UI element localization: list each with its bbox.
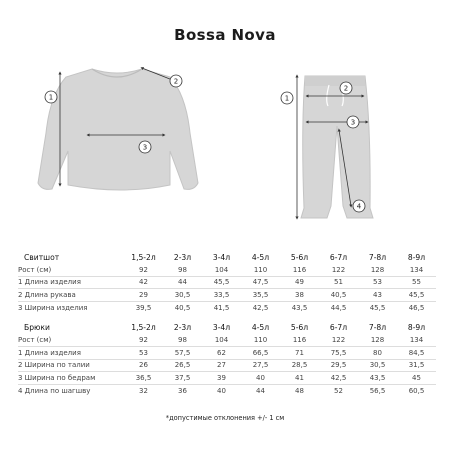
table-row bbox=[18, 264, 436, 276]
table-cell: 134 bbox=[397, 334, 436, 346]
table-cell: 51 bbox=[319, 276, 358, 289]
svg-text:4: 4 bbox=[356, 202, 362, 211]
size-tables bbox=[18, 250, 436, 396]
table-cell: 45,5 bbox=[397, 289, 436, 302]
table-cell: 29,5 bbox=[319, 359, 358, 372]
table-cell: 53 bbox=[358, 276, 397, 289]
column-header: 4-5л bbox=[251, 252, 270, 262]
table-cell: 33,5 bbox=[202, 289, 241, 302]
table-cell: 42,5 bbox=[319, 372, 358, 385]
sweatshirt-shape bbox=[38, 69, 198, 190]
table-cell: 44 bbox=[163, 276, 202, 289]
pants-waistband bbox=[305, 76, 365, 86]
table-cell: 45,5 bbox=[369, 303, 386, 312]
table-cell: 56,5 bbox=[369, 386, 386, 395]
row-label: Рост (см) bbox=[18, 334, 124, 346]
table-cell: 49 bbox=[280, 276, 319, 289]
table-cell: 41,5 bbox=[213, 303, 230, 312]
table-cell: 36 bbox=[178, 386, 187, 395]
table-cell: 134 bbox=[397, 264, 436, 276]
tolerance-note: *допустимые отклонения +/- 1 см bbox=[165, 414, 285, 422]
table-cell: 40 bbox=[217, 386, 226, 395]
table-cell: 32 bbox=[139, 386, 148, 395]
column-header: 2-3л bbox=[173, 252, 192, 262]
sweatshirt-marker-1 bbox=[45, 91, 57, 103]
table-row bbox=[18, 346, 436, 359]
table-cell: 28,5 bbox=[280, 359, 319, 372]
svg-text:3: 3 bbox=[142, 143, 148, 152]
table-cell: 116 bbox=[280, 334, 319, 346]
table-cell: 27,5 bbox=[241, 359, 280, 372]
table-cell: 44 bbox=[256, 386, 265, 395]
pants-illustration bbox=[275, 68, 395, 233]
table-cell: 42,5 bbox=[252, 303, 269, 312]
sweatshirt-size-table bbox=[18, 250, 436, 313]
table-cell: 38 bbox=[280, 289, 319, 302]
table-cell: 55 bbox=[397, 276, 436, 289]
column-header: 6-7л bbox=[329, 322, 348, 332]
table-cell: 45 bbox=[397, 372, 436, 385]
table-cell: 41 bbox=[280, 372, 319, 385]
svg-text:2: 2 bbox=[173, 77, 179, 86]
brand-title: Bossa Nova bbox=[174, 26, 276, 44]
sweatshirt-table-title: Свитшот bbox=[24, 252, 60, 262]
column-header: 1,5-2л bbox=[131, 252, 156, 262]
table-row bbox=[18, 289, 436, 302]
table-cell: 40 bbox=[241, 372, 280, 385]
table-cell: 122 bbox=[319, 334, 358, 346]
table-cell: 46,5 bbox=[408, 303, 425, 312]
table-cell: 26 bbox=[124, 359, 163, 372]
row-label: 2 Ширина по талии bbox=[18, 359, 124, 372]
table-cell: 31,5 bbox=[397, 359, 436, 372]
table-cell: 36,5 bbox=[124, 372, 163, 385]
svg-text:1: 1 bbox=[48, 93, 54, 102]
table-cell: 53 bbox=[124, 346, 163, 359]
column-header: 3-4л bbox=[212, 252, 231, 262]
row-label: 3 Ширина изделия bbox=[18, 303, 88, 312]
column-header: 7-8л bbox=[368, 252, 387, 262]
table-cell: 26,5 bbox=[163, 359, 202, 372]
row-label: 4 Длина по шагшву bbox=[18, 386, 91, 395]
sweatshirt-illustration bbox=[30, 55, 200, 205]
column-header: 8-9л bbox=[407, 252, 426, 262]
column-header: 8-9л bbox=[407, 322, 426, 332]
table-row bbox=[18, 372, 436, 385]
table-cell: 30,5 bbox=[358, 359, 397, 372]
table-cell: 71 bbox=[280, 346, 319, 359]
column-header: 2-3л bbox=[173, 322, 192, 332]
table-cell: 47,5 bbox=[241, 276, 280, 289]
table-cell: 48 bbox=[295, 386, 304, 395]
table-cell: 128 bbox=[358, 264, 397, 276]
table-cell: 110 bbox=[241, 264, 280, 276]
table-row bbox=[18, 301, 436, 313]
pants-marker-3 bbox=[347, 116, 359, 128]
svg-text:2: 2 bbox=[343, 84, 349, 93]
column-header: 6-7л bbox=[329, 252, 348, 262]
pants-marker-4 bbox=[353, 200, 365, 212]
table-cell: 40,5 bbox=[319, 289, 358, 302]
table-cell: 42 bbox=[124, 276, 163, 289]
table-cell: 66,5 bbox=[241, 346, 280, 359]
sweatshirt-marker-3 bbox=[139, 141, 151, 153]
table-cell: 122 bbox=[319, 264, 358, 276]
table-cell: 44,5 bbox=[330, 303, 347, 312]
table-row bbox=[18, 359, 436, 372]
table-cell: 27 bbox=[202, 359, 241, 372]
table-cell: 110 bbox=[241, 334, 280, 346]
svg-text:1: 1 bbox=[284, 94, 290, 103]
table-row bbox=[18, 276, 436, 289]
row-label: 1 Длина изделия bbox=[18, 346, 124, 359]
table-cell: 62 bbox=[202, 346, 241, 359]
pants-table-title: Брюки bbox=[24, 322, 50, 332]
table-cell: 39,5 bbox=[135, 303, 152, 312]
table-cell: 80 bbox=[358, 346, 397, 359]
table-cell: 57,5 bbox=[163, 346, 202, 359]
column-header: 7-8л bbox=[368, 322, 387, 332]
table-cell: 116 bbox=[280, 264, 319, 276]
pants-table-header bbox=[18, 320, 436, 334]
table-cell: 52 bbox=[334, 386, 343, 395]
table-cell: 29 bbox=[124, 289, 163, 302]
pants-marker-1 bbox=[281, 92, 293, 104]
table-cell: 45,5 bbox=[202, 276, 241, 289]
column-header: 5-6л bbox=[290, 322, 309, 332]
column-header: 3-4л bbox=[212, 322, 231, 332]
table-cell: 84,5 bbox=[397, 346, 436, 359]
table-row bbox=[18, 334, 436, 346]
table-cell: 37,5 bbox=[163, 372, 202, 385]
table-cell: 75,5 bbox=[319, 346, 358, 359]
pants-marker-2 bbox=[340, 82, 352, 94]
column-header: 1,5-2л bbox=[131, 322, 156, 332]
column-header: 4-5л bbox=[251, 322, 270, 332]
table-cell: 43,5 bbox=[291, 303, 308, 312]
table-cell: 98 bbox=[163, 264, 202, 276]
sweatshirt-table-header bbox=[18, 250, 436, 264]
table-cell: 98 bbox=[163, 334, 202, 346]
row-label: Рост (см) bbox=[18, 264, 124, 276]
table-cell: 39 bbox=[202, 372, 241, 385]
table-cell: 43 bbox=[358, 289, 397, 302]
column-header: 5-6л bbox=[290, 252, 309, 262]
table-cell: 92 bbox=[124, 264, 163, 276]
pants-shape bbox=[301, 76, 373, 218]
pants-size-table bbox=[18, 320, 436, 396]
svg-text:3: 3 bbox=[350, 118, 356, 127]
table-cell: 128 bbox=[358, 334, 397, 346]
table-cell: 92 bbox=[124, 334, 163, 346]
row-label: 1 Длина изделия bbox=[18, 276, 124, 289]
table-row bbox=[18, 384, 436, 396]
table-cell: 40,5 bbox=[174, 303, 191, 312]
table-cell: 43,5 bbox=[358, 372, 397, 385]
row-label: 3 Ширина по бедрам bbox=[18, 372, 124, 385]
row-label: 2 Длина рукава bbox=[18, 289, 124, 302]
table-cell: 30,5 bbox=[163, 289, 202, 302]
table-cell: 60,5 bbox=[408, 386, 425, 395]
table-cell: 104 bbox=[202, 334, 241, 346]
sweatshirt-marker-2 bbox=[170, 75, 182, 87]
table-cell: 35,5 bbox=[241, 289, 280, 302]
table-cell: 104 bbox=[202, 264, 241, 276]
